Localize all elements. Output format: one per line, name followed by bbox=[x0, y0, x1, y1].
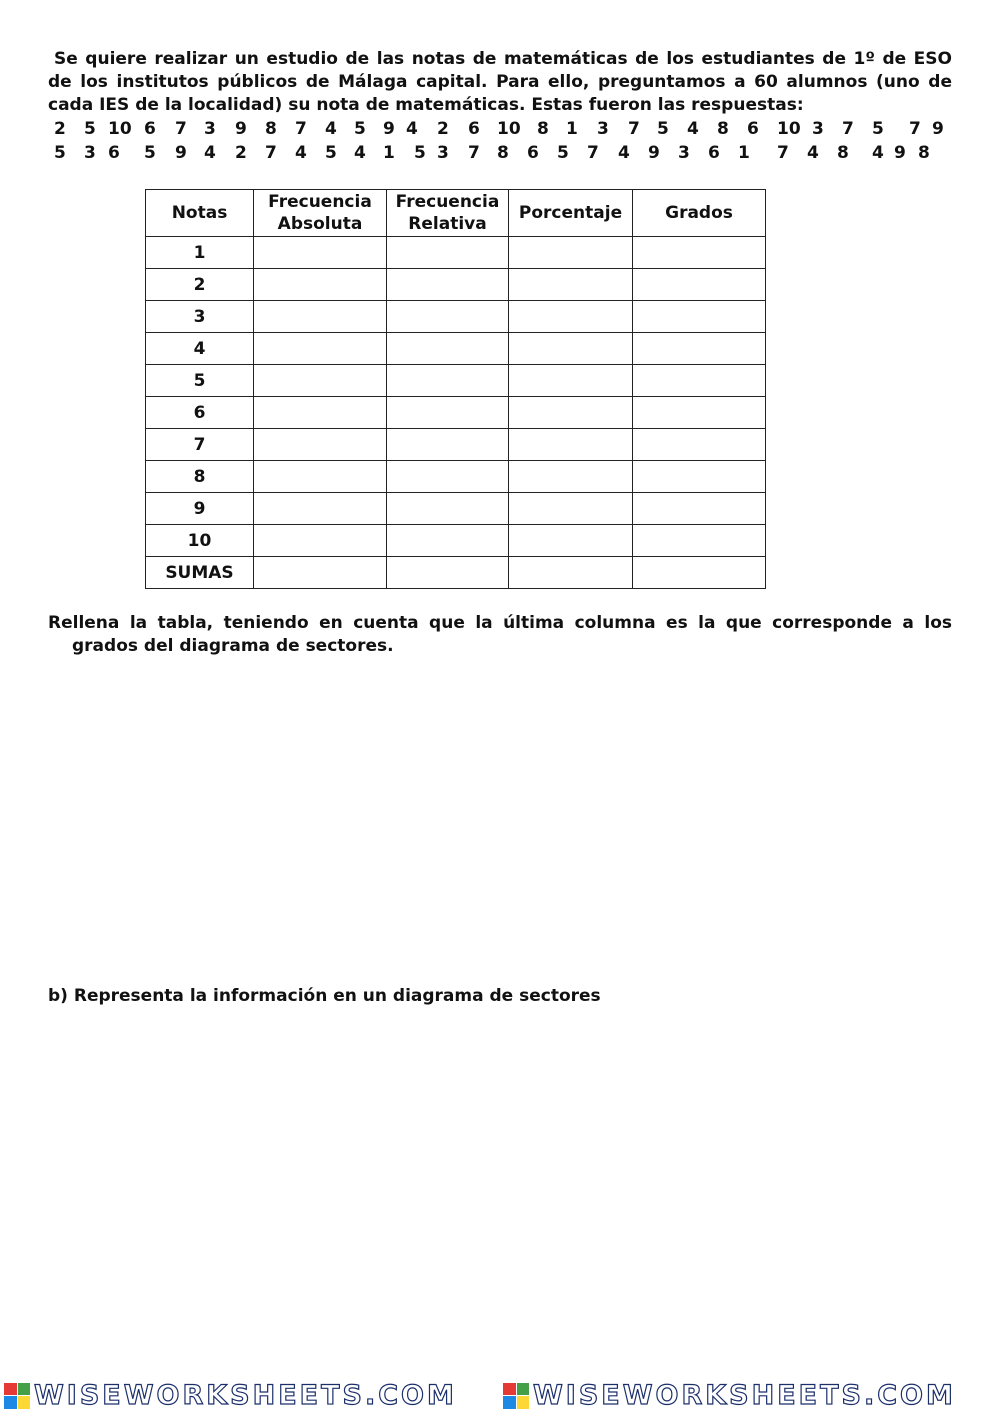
answer-cell[interactable] bbox=[254, 493, 387, 525]
response-value: 7 bbox=[468, 143, 480, 163]
answer-cell[interactable] bbox=[509, 301, 633, 333]
answer-cell[interactable] bbox=[387, 557, 509, 589]
answer-cell[interactable] bbox=[254, 461, 387, 493]
response-value: 3 bbox=[597, 119, 609, 139]
response-value: 2 bbox=[235, 143, 247, 163]
row-label: 2 bbox=[146, 269, 254, 301]
answer-cell[interactable] bbox=[633, 301, 766, 333]
table-row bbox=[146, 301, 766, 333]
response-value: 5 bbox=[325, 143, 337, 163]
answer-cell[interactable] bbox=[509, 269, 633, 301]
response-value: 7 bbox=[175, 119, 187, 139]
table-row bbox=[146, 461, 766, 493]
row-label: 5 bbox=[146, 365, 254, 397]
answer-cell[interactable] bbox=[387, 365, 509, 397]
answer-cell[interactable] bbox=[254, 397, 387, 429]
frequency-table bbox=[145, 189, 766, 589]
response-value: 8 bbox=[265, 119, 277, 139]
row-label: 10 bbox=[146, 525, 254, 557]
intro-paragraph bbox=[48, 48, 952, 117]
header-frecuencia-relativa: Frecuencia Relativa bbox=[387, 190, 509, 237]
header-notas: Notas bbox=[146, 190, 254, 237]
answer-cell[interactable] bbox=[254, 301, 387, 333]
response-value: 7 bbox=[777, 143, 789, 163]
header-grados: Grados bbox=[633, 190, 766, 237]
answer-cell[interactable] bbox=[633, 333, 766, 365]
table-row bbox=[146, 557, 766, 589]
row-label: 9 bbox=[146, 493, 254, 525]
row-label: 8 bbox=[146, 461, 254, 493]
answer-cell[interactable] bbox=[509, 557, 633, 589]
response-value: 10 bbox=[108, 119, 132, 139]
response-value: 7 bbox=[628, 119, 640, 139]
responses-row-1 bbox=[48, 118, 952, 142]
response-value: 4 bbox=[687, 119, 699, 139]
response-value: 4 bbox=[204, 143, 216, 163]
header-porcentaje: Porcentaje bbox=[509, 190, 633, 237]
response-value: 3 bbox=[678, 143, 690, 163]
response-value: 3 bbox=[437, 143, 449, 163]
response-value: 10 bbox=[777, 119, 801, 139]
brand-logo bbox=[4, 1378, 457, 1413]
row-label: 7 bbox=[146, 429, 254, 461]
response-value: 2 bbox=[437, 119, 449, 139]
response-value: 8 bbox=[537, 119, 549, 139]
response-value: 9 bbox=[894, 143, 906, 163]
row-label: 6 bbox=[146, 397, 254, 429]
answer-cell[interactable] bbox=[633, 397, 766, 429]
response-value: 4 bbox=[325, 119, 337, 139]
answer-cell[interactable] bbox=[509, 493, 633, 525]
response-value: 8 bbox=[918, 143, 930, 163]
answer-cell[interactable] bbox=[387, 269, 509, 301]
response-value: 3 bbox=[204, 119, 216, 139]
response-value: 9 bbox=[648, 143, 660, 163]
response-value: 6 bbox=[108, 143, 120, 163]
answer-cell[interactable] bbox=[509, 461, 633, 493]
response-value: 5 bbox=[354, 119, 366, 139]
row-label: SUMAS bbox=[146, 557, 254, 589]
answer-cell[interactable] bbox=[509, 525, 633, 557]
answer-cell[interactable] bbox=[509, 429, 633, 461]
answer-cell[interactable] bbox=[633, 493, 766, 525]
response-value: 5 bbox=[872, 119, 884, 139]
answer-cell[interactable] bbox=[509, 397, 633, 429]
response-value: 1 bbox=[383, 143, 395, 163]
answer-cell[interactable] bbox=[509, 237, 633, 269]
answer-cell[interactable] bbox=[254, 365, 387, 397]
response-value: 1 bbox=[566, 119, 578, 139]
brand-text: WISEWORKSHEETS.COM bbox=[533, 1380, 956, 1411]
response-value: 3 bbox=[84, 143, 96, 163]
answer-cell[interactable] bbox=[387, 493, 509, 525]
answer-cell[interactable] bbox=[387, 301, 509, 333]
row-label: 4 bbox=[146, 333, 254, 365]
answer-cell[interactable] bbox=[633, 525, 766, 557]
brand-logo bbox=[503, 1378, 956, 1413]
response-value: 6 bbox=[747, 119, 759, 139]
answer-cell[interactable] bbox=[387, 397, 509, 429]
response-value: 9 bbox=[235, 119, 247, 139]
brand-text: WISEWORKSHEETS.COM bbox=[34, 1380, 457, 1411]
instruction-text: Rellena la tabla, teniendo en cuenta que la última columna es la que corresponde a los grados del diagrama de sectores. bbox=[48, 613, 952, 656]
answer-cell[interactable] bbox=[633, 365, 766, 397]
table-row bbox=[146, 269, 766, 301]
footer-brand-strip bbox=[0, 1378, 1000, 1413]
answer-cell[interactable] bbox=[509, 333, 633, 365]
response-value: 4 bbox=[295, 143, 307, 163]
response-value: 8 bbox=[837, 143, 849, 163]
response-value: 7 bbox=[909, 119, 921, 139]
response-value: 9 bbox=[383, 119, 395, 139]
row-label: 3 bbox=[146, 301, 254, 333]
response-value: 5 bbox=[657, 119, 669, 139]
response-value: 4 bbox=[406, 119, 418, 139]
intro-text: Se quiere realizar un estudio de las notas de matemáticas de los estudiantes de 1º de ESO de los institutos públicos de Málaga capital. Para ello, preguntamos a 60 alumnos (uno de cada IES de la localidad) su nota de matemáticas. Estas fueron las respuestas: bbox=[48, 49, 952, 115]
answer-cell[interactable] bbox=[254, 269, 387, 301]
answer-cell[interactable] bbox=[509, 365, 633, 397]
table-row bbox=[146, 397, 766, 429]
answer-cell[interactable] bbox=[387, 525, 509, 557]
response-value: 6 bbox=[708, 143, 720, 163]
answer-cell[interactable] bbox=[254, 429, 387, 461]
response-value: 5 bbox=[414, 143, 426, 163]
response-value: 7 bbox=[842, 119, 854, 139]
response-value: 8 bbox=[717, 119, 729, 139]
response-value: 9 bbox=[932, 119, 944, 139]
responses-row-2 bbox=[48, 142, 952, 166]
answer-cell[interactable] bbox=[254, 557, 387, 589]
answer-cell[interactable] bbox=[633, 557, 766, 589]
part-b-prompt: b) Representa la información en un diagrama de sectores bbox=[48, 986, 601, 1006]
response-value: 6 bbox=[144, 119, 156, 139]
response-value: 2 bbox=[54, 119, 66, 139]
brand-logo-icon bbox=[4, 1383, 30, 1409]
table-row bbox=[146, 525, 766, 557]
response-value: 4 bbox=[618, 143, 630, 163]
response-value: 8 bbox=[497, 143, 509, 163]
row-label: 1 bbox=[146, 237, 254, 269]
table-row bbox=[146, 333, 766, 365]
response-value: 7 bbox=[587, 143, 599, 163]
header-frecuencia-absoluta: Frecuencia Absoluta bbox=[254, 190, 387, 237]
response-value: 5 bbox=[144, 143, 156, 163]
answer-cell[interactable] bbox=[387, 461, 509, 493]
response-value: 3 bbox=[812, 119, 824, 139]
response-value: 6 bbox=[468, 119, 480, 139]
response-value: 7 bbox=[295, 119, 307, 139]
response-value: 6 bbox=[527, 143, 539, 163]
response-value: 5 bbox=[557, 143, 569, 163]
response-value: 5 bbox=[54, 143, 66, 163]
table-row bbox=[146, 429, 766, 461]
response-value: 9 bbox=[175, 143, 187, 163]
answer-cell[interactable] bbox=[633, 461, 766, 493]
answer-cell[interactable] bbox=[633, 269, 766, 301]
response-value: 4 bbox=[872, 143, 884, 163]
response-value: 10 bbox=[497, 119, 521, 139]
answer-cell[interactable] bbox=[387, 333, 509, 365]
response-value: 7 bbox=[265, 143, 277, 163]
answer-cell[interactable] bbox=[387, 429, 509, 461]
table-row bbox=[146, 365, 766, 397]
answer-cell[interactable] bbox=[633, 237, 766, 269]
table-row bbox=[146, 493, 766, 525]
table-row bbox=[146, 237, 766, 269]
answer-cell[interactable] bbox=[254, 237, 387, 269]
response-value: 5 bbox=[84, 119, 96, 139]
response-value: 4 bbox=[807, 143, 819, 163]
brand-logo-icon bbox=[503, 1383, 529, 1409]
response-value: 4 bbox=[354, 143, 366, 163]
answer-cell[interactable] bbox=[387, 237, 509, 269]
answer-cell[interactable] bbox=[633, 429, 766, 461]
table-header-row bbox=[146, 190, 766, 237]
response-value: 1 bbox=[738, 143, 750, 163]
answer-cell[interactable] bbox=[254, 525, 387, 557]
answer-cell[interactable] bbox=[254, 333, 387, 365]
